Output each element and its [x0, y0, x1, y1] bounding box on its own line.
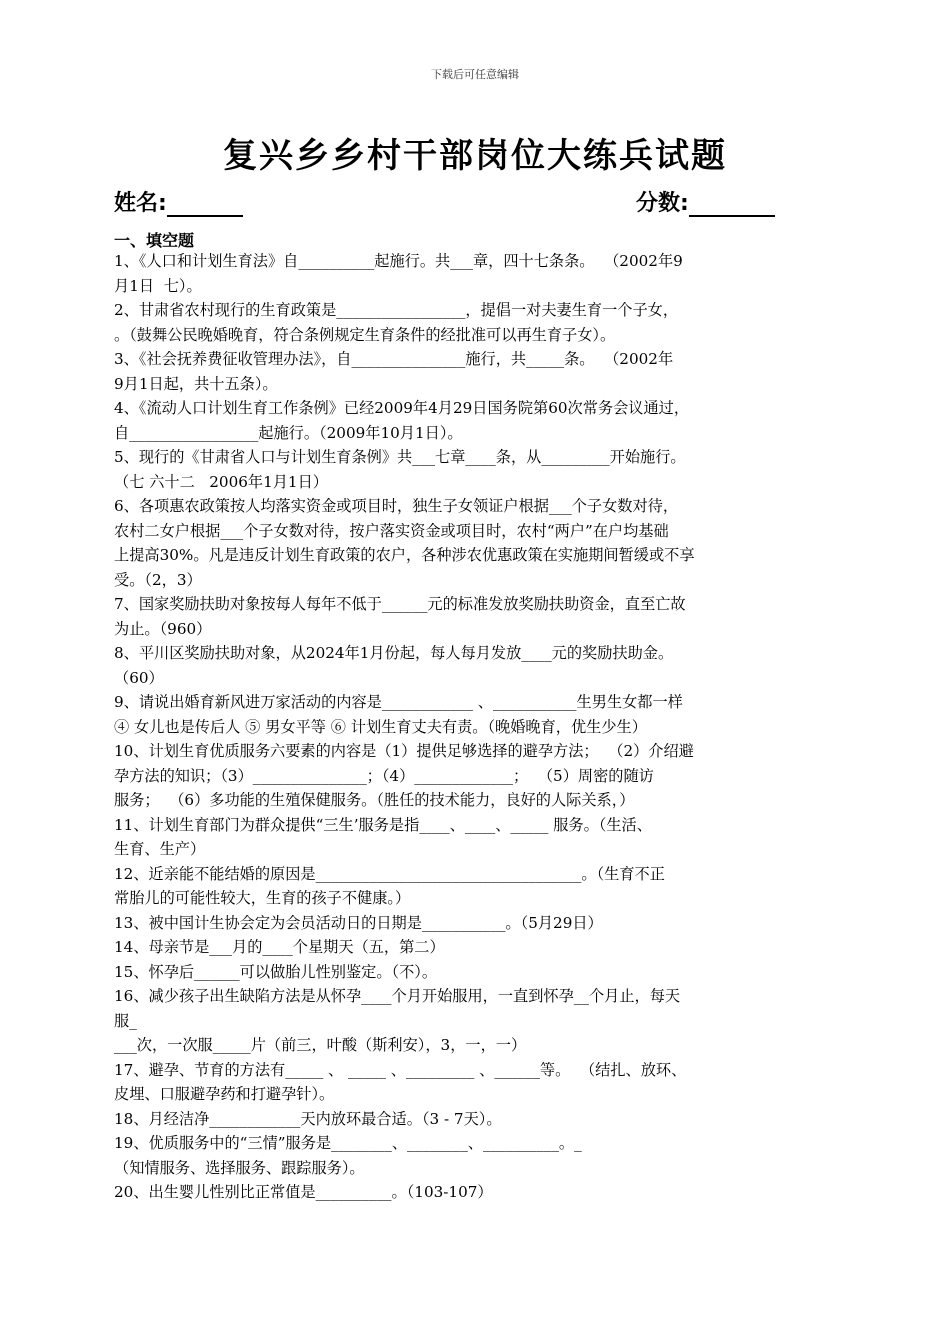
question-line: 6、各项惠农政策按人均落实资金或项目时，独生子女领证户根据___个子女数对待， — [114, 497, 679, 515]
question-line: （七 六十二 2006年1月1日） — [114, 472, 328, 491]
question-line: 9月1日起，共十五条）。 — [114, 374, 278, 393]
question-line: 受。（2，3） — [114, 570, 202, 589]
question-line: 生育、生产） — [114, 840, 206, 858]
question-line: 16、减少孩子出生缺陷方法是从怀孕____个月开始服用，一直到怀孕__个月止，每天 — [114, 987, 681, 1005]
question-line: 4、《流动人口计划生育工作条例》已经2009年4月29日国务院第60次常务会议通过， — [114, 399, 690, 417]
section-title: 一、填空题 — [114, 231, 195, 250]
question-line: 上提高30%。凡是违反计划生育政策的农户，各种涉农优惠政策在实施期间暂缓或不享 — [114, 546, 695, 564]
question-line: 20、出生婴儿性别比正常值是__________。（103-107） — [114, 1183, 493, 1201]
question-line: 18、月经洁净____________天内放环最合适。（3 - 7天）。 — [114, 1109, 502, 1128]
question-line: 。（鼓舞公民晚婚晚育，符合条例规定生育条件的经批准可以再生育子女）。 — [114, 325, 616, 344]
question-line: 孕方法的知识；（3）_______________；（4）_____________； （5）周密的随访 — [114, 766, 654, 785]
name-blank[interactable] — [167, 193, 243, 217]
question-line: 9、请说出婚育新风进万家活动的内容是____________ 、___________生男生女都一样 — [114, 693, 683, 711]
question-line: 农村二女户根据___个子女数对待，按户落实资金或项目时，农村“两户”在户均基础 — [114, 521, 669, 540]
question-line: 13、被中国计生协会定为会员活动日的日期是___________。（5月29日） — [114, 913, 603, 932]
question-line: 3、《社会抚养费征收管理办法》，自_______________施行，共_____条。 （2002年 — [114, 350, 674, 368]
question-line: 19、优质服务中的“三情”服务是________、________、__________。_ — [114, 1134, 582, 1152]
question-line: 15、怀孕后______可以做胎儿性别鉴定。（不）。 — [114, 962, 438, 981]
name-label: 姓名: — [114, 191, 167, 216]
page-title: 复兴乡乡村干部岗位大练兵试题 — [223, 136, 727, 176]
question-line: 常胎儿的可能性较大，生育的孩子不健康。） — [114, 889, 411, 907]
question-line: 8、平川区奖励扶助对象，从2024年1月份起，每人每月发放____元的奖励扶助金。 — [114, 644, 674, 662]
question-line: 11、计划生育部门为群众提供“三生’服务是指____、____、_____ 服务。（生活、 — [114, 815, 652, 834]
score-label: 分数: — [636, 191, 689, 216]
question-line: 服_ — [114, 1011, 137, 1030]
name-score-row — [114, 186, 794, 217]
question-line: 5、现行的《甘肃省人口与计划生育条例》共___七章____条，从_________开始施行。 — [114, 448, 686, 466]
question-list — [114, 249, 854, 1205]
question-line: （60） — [114, 668, 164, 687]
score-field — [636, 186, 775, 217]
header-note: 下载后可任意编辑 — [431, 68, 519, 81]
question-line: 1、《人口和计划生育法》自__________起施行。共___章，四十七条条。 （2002年9 — [114, 252, 683, 270]
score-blank[interactable] — [689, 193, 775, 217]
question-line: 皮埋、口服避孕药和打避孕针）。 — [114, 1085, 335, 1103]
question-line: 17、避孕、节育的方法有_____ 、 _____ 、_________ 、______等。 （结扎、放环、 — [114, 1060, 687, 1079]
question-line: 10、计划生育优质服务六要素的内容是（1）提供足够选择的避孕方法； （2）介绍避 — [114, 742, 694, 760]
question-line: 7、国家奖励扶助对象按每人每年不低于______元的标准发放奖励扶助资金，直至亡故 — [114, 595, 686, 613]
question-line: （知情服务、选择服务、跟踪服务）。 — [114, 1158, 365, 1177]
question-line: 服务； （6）多功能的生殖保健服务。（胜任的技术能力，良好的人际关系，） — [114, 791, 635, 809]
question-line: ④ 女儿也是传后人 ⑤ 男女平等 ⑥ 计划生育丈夫有责。（晚婚晚育，优生少生） — [114, 717, 647, 736]
question-line: 12、近亲能不能结婚的原因是___________________________________。（生育不正 — [114, 864, 665, 883]
question-line: 2、甘肃省农村现行的生育政策是_________________，提倡一对夫妻生育一个子女， — [114, 301, 679, 319]
question-line: 自_________________起施行。（2009年10月1日）。 — [114, 423, 463, 442]
question-line: 月1日 七）。 — [114, 276, 202, 295]
question-line: ___次，一次服_____片（前三，叶酸（斯利安），3，一，一） — [114, 1036, 527, 1054]
question-line: 14、母亲节是___月的____个星期天（五，第二） — [114, 938, 445, 956]
question-line: 为止。（960） — [114, 619, 212, 638]
